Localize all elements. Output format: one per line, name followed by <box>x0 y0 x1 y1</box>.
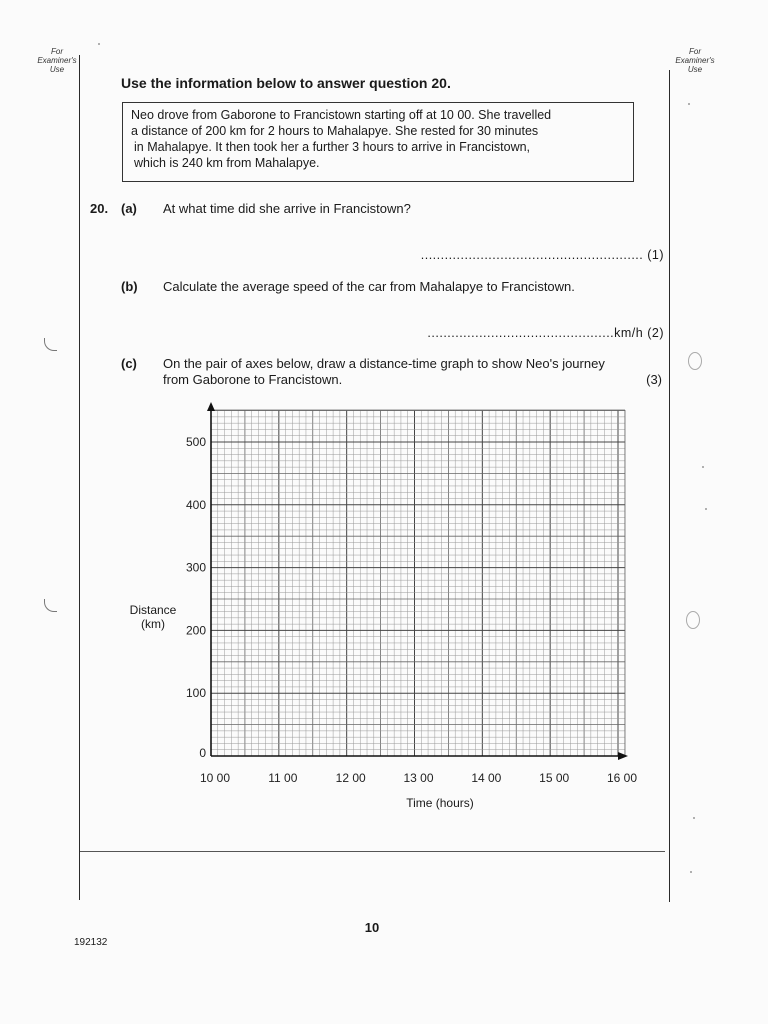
part-c-text-line1: On the pair of axes below, draw a distance-time graph to show Neo's journey <box>163 356 605 371</box>
y-tick-label: 0 <box>199 746 206 760</box>
question-number: 20. <box>90 201 109 216</box>
part-c-label: (c) <box>121 356 137 371</box>
y-axis-title-line: (km) <box>141 617 165 631</box>
part-b-answer-line[interactable]: ...............................................km/h (2) <box>427 326 664 340</box>
x-axis-title: Time (hours) <box>406 796 474 810</box>
x-tick-label: 13 00 <box>403 771 434 785</box>
left-examiner-label-line: Use <box>49 65 65 74</box>
y-axis-arrow-icon <box>207 402 215 411</box>
info-line: which is 240 km from Mahalapye. <box>134 156 320 170</box>
left-examiner-label-line: For <box>51 47 63 56</box>
y-axis-title <box>118 603 188 631</box>
right-examiner-label-line: Examiner's <box>675 56 715 65</box>
x-tick-label: 10 00 <box>199 771 231 785</box>
part-c-text-line2: from Gaborone to Francistown. <box>163 372 343 387</box>
x-tick-label: 16 00 <box>606 771 638 785</box>
info-line: a distance of 200 km for 2 hours to Mahalapye. She rested for 30 minutes <box>131 124 539 138</box>
part-a-label: (a) <box>121 201 137 216</box>
part-b-text: Calculate the average speed of the car from Mahalapye to Francistown. <box>163 279 575 294</box>
right-examiner-label-line: Use <box>687 65 703 74</box>
part-b-label: (b) <box>121 279 138 294</box>
right-examiner-label-line: For <box>689 47 701 56</box>
x-tick-label: 14 00 <box>471 771 502 785</box>
x-tick-label: 15 00 <box>539 771 570 785</box>
info-line: Neo drove from Gaborone to Francistown starting off at 10 00. She travelled <box>131 108 552 122</box>
part-a-text: At what time did she arrive in Francistown? <box>163 201 411 216</box>
part-a-answer-line[interactable]: ........................................................ (1) <box>420 248 664 262</box>
y-tick-label: 100 <box>185 686 206 701</box>
part-c-marks: (3) <box>646 372 662 387</box>
info-line: in Mahalapye. It then took her a further 3 hours to arrive in Francistown, <box>134 140 531 154</box>
paper-code: 192132 <box>74 937 108 948</box>
graph-paper-grid <box>211 410 625 756</box>
y-axis-title-line: Distance <box>129 603 177 617</box>
instruction-heading: Use the information below to answer question 20. <box>121 75 451 91</box>
page-number: 10 <box>364 920 380 935</box>
y-tick-label: 400 <box>185 497 206 512</box>
graph-axes <box>207 402 628 760</box>
left-examiner-label-line: Examiner's <box>37 56 77 65</box>
y-tick-label: 500 <box>185 435 206 449</box>
x-axis-arrow-icon <box>618 752 628 760</box>
x-tick-label: 12 00 <box>335 771 366 785</box>
y-tick-label: 300 <box>185 560 206 575</box>
y-tick-label: 200 <box>185 623 206 638</box>
graph-tick-labels <box>186 435 637 785</box>
x-tick-label: 11 00 <box>268 771 298 785</box>
